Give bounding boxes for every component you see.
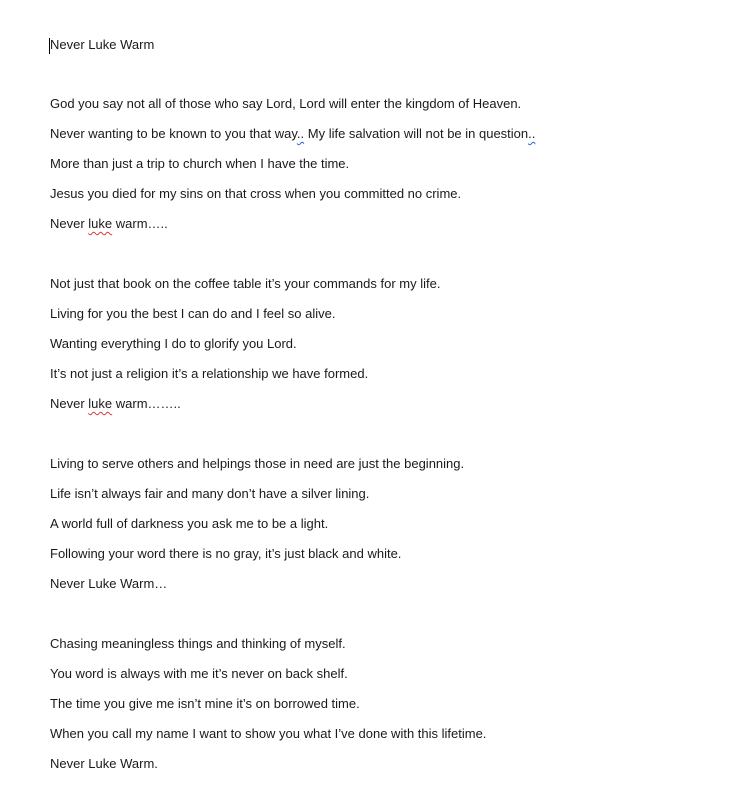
stanza3-line4: Following your word there is no gray, it’s just black and white. bbox=[50, 546, 402, 561]
stanza2-line5 bbox=[50, 395, 181, 413]
stanza2-line5-part2: warm…….. bbox=[112, 396, 181, 411]
stanza4-line1: Chasing meaningless things and thinking of myself. bbox=[50, 636, 346, 651]
stanza4-line2: You word is always with me it’s never on back shelf. bbox=[50, 666, 348, 681]
document-title: Never Luke Warm bbox=[50, 37, 155, 52]
stanza1-line4: Jesus you died for my sins on that cross when you committed no crime. bbox=[50, 186, 462, 201]
stanza1-line2 bbox=[50, 125, 535, 143]
stanza2-line4: It’s not just a religion it’s a relationship we have formed. bbox=[50, 366, 369, 381]
stanza3-line5: Never Luke Warm… bbox=[50, 576, 168, 591]
stanza1-line2-part1: Never wanting to be known to you that way bbox=[50, 126, 297, 141]
stanza1-line5-part2: warm….. bbox=[112, 216, 168, 231]
stanza3-line2: Life isn’t always fair and many don’t have a silver lining. bbox=[50, 486, 370, 501]
stanza4-line3: The time you give me isn’t mine it’s on borrowed time. bbox=[50, 696, 360, 711]
stanza1-line3: More than just a trip to church when I have the time. bbox=[50, 156, 350, 171]
stanza3-line1: Living to serve others and helpings those in need are just the beginning. bbox=[50, 456, 465, 471]
stanza4-line5: Never Luke Warm. bbox=[50, 756, 158, 771]
grammar-flag-ellipsis-1[interactable]: .. bbox=[296, 126, 305, 141]
stanza2-line3: Wanting everything I do to glorify you Lord. bbox=[50, 336, 297, 351]
stanza2-line5-part1: Never bbox=[50, 396, 89, 411]
stanza2-line1: Not just that book on the coffee table it’s your commands for my life. bbox=[50, 276, 441, 291]
grammar-flag-ellipsis-2[interactable]: .. bbox=[528, 126, 536, 141]
stanza1-line1: God you say not all of those who say Lord, Lord will enter the kingdom of Heaven. bbox=[50, 96, 522, 111]
spelling-flag-luke-2[interactable]: luke bbox=[88, 396, 113, 411]
spelling-flag-luke-1[interactable]: luke bbox=[88, 216, 113, 231]
stanza1-line5-part1: Never bbox=[50, 216, 89, 231]
stanza2-line2: Living for you the best I can do and I feel so alive. bbox=[50, 306, 336, 321]
stanza3-line3: A world full of darkness you ask me to be a light. bbox=[50, 516, 329, 531]
stanza4-line4: When you call my name I want to show you what I’ve done with this lifetime. bbox=[50, 726, 487, 741]
stanza1-line5 bbox=[50, 215, 168, 233]
stanza1-line2-part2: My life salvation will not be in question bbox=[304, 126, 529, 141]
